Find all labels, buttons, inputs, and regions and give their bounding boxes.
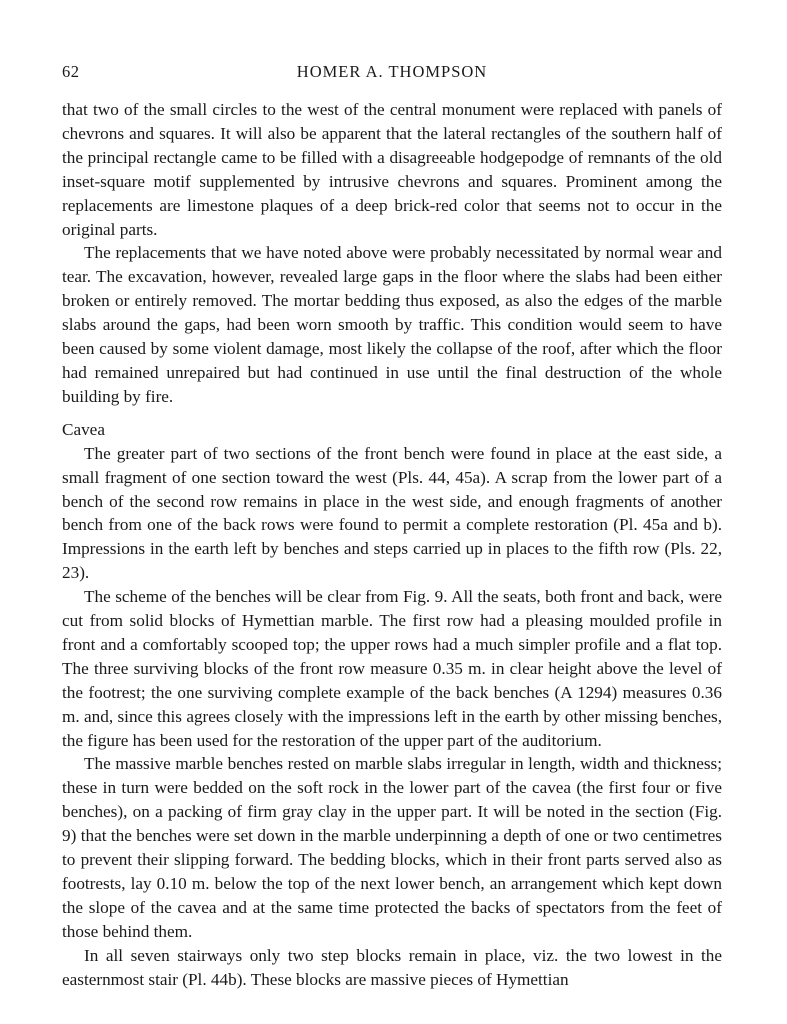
paragraph-continued: that two of the small circles to the west of the central monument were replaced with panels of chevrons and squares. It will also be apparent that the lateral rectangles of the southern half of the principal rectangle came to be filled with a disagreeable hodgepodge of remnants of the old inset-square motif supplemented by intrusive chevrons and squares. Prominent among the replacements are limestone plaques of a deep brick-red color that seems not to occur in the original parts. — [62, 100, 722, 239]
paragraph-bench-bedding: The massive marble benches rested on marble slabs irregular in length, width and thickness; these in turn were bedded on the soft rock in the lower part of the cavea (the first four or five benches), on a packing of firm gray clay in the upper part. It will be noted in the section (Fig. 9) that the benches were set down in the marble underpinning a depth of one or two centimetres to prevent their slipping forward. The bedding blocks, which in their front parts served also as footrests, lay 0.10 m. below the top of the next lower bench, an arrangement which kept down the slope of the cavea and at the same time protected the backs of spectators from the feet of those behind them. — [62, 754, 722, 941]
running-head — [62, 62, 722, 86]
page — [62, 62, 722, 992]
paragraph-stairways: In all seven stairways only two step blocks remain in place, viz. the two lowest in the easternmost stair (Pl. 44b). These blocks are massive pieces of Hymettian — [62, 945, 722, 989]
body-text — [62, 98, 722, 992]
paragraph-replacements: The replacements that we have noted above were probably necessitated by normal wear and tear. The excavation, however, revealed large gaps in the floor where the slabs had been either broken or entirely removed. The mortar bedding thus exposed, as also the edges of the marble slabs around the gaps, had been worn smooth by traffic. This condition would seem to have been caused by some violent damage, most likely the collapse of the roof, after which the floor had remained unrepaired but had continued in use until the final destruction of the whole building by fire. — [62, 243, 722, 406]
page-number: 62 — [62, 62, 80, 81]
paragraph-bench-scheme: The scheme of the benches will be clear from Fig. 9. All the seats, both front and back, were cut from solid blocks of Hymettian marble. The first row had a pleasing moulded profile in front and a comfortably scooped top; the upper rows had a much simpler profile and a flat top. The three surviving blocks of the front row measure 0.35 m. in clear height above the level of the footrest; the one surviving complete example of the back benches (A 1294) measures 0.36 m. and, since this agrees closely with the impressions left in the earth by other missing benches, the figure has been used for the restoration of the upper part of the auditorium. — [62, 587, 722, 750]
paragraph-front-bench: The greater part of two sections of the front bench were found in place at the east side, a small fragment of one section toward the west (Pls. 44, 45a). A scrap from the lower part of a bench of the second row remains in place in the west side, and enough fragments of another bench from one of the back rows were found to permit a complete restoration (Pl. 45a and b). Impressions in the earth left by benches and steps carried up in places to the fifth row (Pls. 22, 23). — [62, 443, 722, 583]
section-heading-cavea: Cavea — [62, 419, 105, 439]
running-title: HOMER A. THOMPSON — [296, 62, 488, 81]
